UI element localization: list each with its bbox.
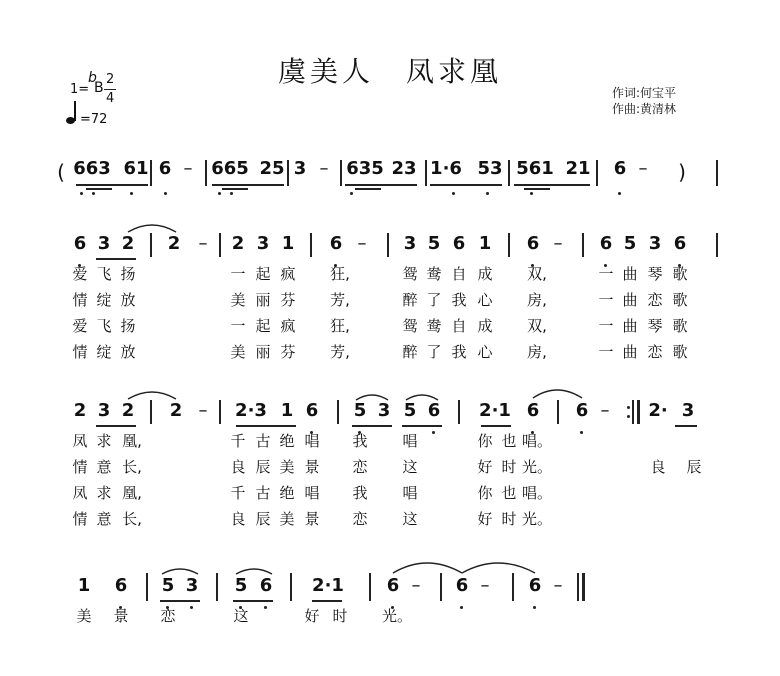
lyric: 好 xyxy=(477,458,493,476)
slur xyxy=(406,395,438,400)
lyric: 良 xyxy=(230,458,246,476)
lyric: 美 xyxy=(76,607,92,625)
lyric: 自 xyxy=(451,317,467,335)
note: 2 xyxy=(169,400,183,421)
lyric: 情 xyxy=(72,510,88,528)
lyric: 辰 xyxy=(686,458,702,476)
lyric: 了 xyxy=(426,291,442,309)
dash: – xyxy=(357,233,367,254)
note: 3 xyxy=(648,233,662,254)
note: 6 xyxy=(526,233,540,254)
lyric: 唱。 xyxy=(521,484,553,502)
lyric: 景 xyxy=(304,510,320,528)
note: 2 xyxy=(73,400,87,421)
lyric: 歌 xyxy=(672,265,688,283)
lyric: 这 xyxy=(233,607,249,625)
lyric: 也 xyxy=(501,484,517,502)
lyric: 扬 xyxy=(120,265,136,283)
intro-dash: – xyxy=(183,158,193,179)
lyric: 双, xyxy=(527,265,547,283)
lyric: 光。 xyxy=(521,458,553,476)
note: 2 xyxy=(121,233,135,254)
key-note: B xyxy=(94,80,104,96)
lyric: 千 xyxy=(230,484,246,502)
lyric: 心 xyxy=(477,343,493,361)
intro-note: 663 xyxy=(73,158,111,179)
song-title: 虞美人 凤求凰 xyxy=(277,55,502,88)
lyric: 唱 xyxy=(304,484,320,502)
lyric: 芳, xyxy=(330,291,350,309)
lyric: 我 xyxy=(352,484,368,502)
lyric: 景 xyxy=(304,458,320,476)
note: 2 xyxy=(231,233,245,254)
note: 6 xyxy=(427,400,441,421)
lyric: 爱 xyxy=(72,317,88,335)
lyric: 光。 xyxy=(521,510,553,528)
lyric: 恋 xyxy=(647,291,663,309)
slur xyxy=(356,395,388,400)
lyric: 你 xyxy=(477,432,493,450)
lyric: 歌 xyxy=(672,317,688,335)
dash: – xyxy=(480,575,490,596)
lyric: 时 xyxy=(501,458,517,476)
lyric: 成 xyxy=(477,317,493,335)
lyric: 唱 xyxy=(402,484,418,502)
lyric: 良 xyxy=(230,510,246,528)
tempo-mark: =72 xyxy=(80,112,108,127)
lyric: 醉 xyxy=(402,291,418,309)
note: 6 xyxy=(73,233,87,254)
slur xyxy=(236,569,272,574)
lyric: 飞 xyxy=(96,265,112,283)
lyric: 一 xyxy=(598,265,614,283)
dash: – xyxy=(411,575,421,596)
lyric: 古 xyxy=(255,432,271,450)
note: 6 xyxy=(452,233,466,254)
slur xyxy=(533,390,582,398)
note: 5 xyxy=(623,233,637,254)
lyric: 鸯 xyxy=(426,317,442,335)
lyric: 疯 xyxy=(280,317,296,335)
note: 3 xyxy=(256,233,270,254)
lyric: 双, xyxy=(527,317,547,335)
lyric: 飞 xyxy=(96,317,112,335)
note: 5 xyxy=(161,575,175,596)
lyric: 求 xyxy=(96,432,112,450)
note: 1 xyxy=(280,400,294,421)
lyric: 意 xyxy=(96,458,112,476)
slur xyxy=(393,563,462,573)
lyric: 良 xyxy=(650,458,666,476)
lyric: 情 xyxy=(72,343,88,361)
lyric: 一 xyxy=(598,343,614,361)
intro-note: 6 xyxy=(613,158,627,179)
lyric: 鸳 xyxy=(402,265,418,283)
note: 2·1 xyxy=(479,400,511,421)
lyric: 凤 xyxy=(72,432,88,450)
lyric: 我 xyxy=(352,432,368,450)
lyric: 时 xyxy=(501,510,517,528)
lyric: 光。 xyxy=(381,607,413,625)
note: 5 xyxy=(427,233,441,254)
lyric: 一 xyxy=(230,265,246,283)
lyric: 心 xyxy=(477,291,493,309)
lyric: 扬 xyxy=(120,317,136,335)
lyric: 曲 xyxy=(622,265,638,283)
lyric: 恋 xyxy=(352,458,368,476)
dash: – xyxy=(553,233,563,254)
intro-note: 61 xyxy=(123,158,149,179)
intro-dash: – xyxy=(319,158,329,179)
lyric: 辰 xyxy=(255,458,271,476)
note: 1 xyxy=(281,233,295,254)
lyric: 这 xyxy=(402,510,418,528)
lyric: 狂, xyxy=(330,265,350,283)
lyric: 歌 xyxy=(672,343,688,361)
note: 6 xyxy=(114,575,128,596)
key-prefix: 1= xyxy=(70,82,90,97)
lyric: 爱 xyxy=(72,265,88,283)
lyric: 成 xyxy=(477,265,493,283)
lyric: 凰, xyxy=(122,432,142,450)
lyric: 情 xyxy=(72,291,88,309)
lyric: 鸳 xyxy=(402,317,418,335)
dash: – xyxy=(600,400,610,421)
lyric: 芬 xyxy=(280,291,296,309)
paren-close: ) xyxy=(678,160,686,184)
flat-sign: b xyxy=(88,70,97,86)
lyricist-credit: 作词:何宝平 xyxy=(612,86,677,100)
lyric: 疯 xyxy=(280,265,296,283)
intro-note: 6 xyxy=(158,158,172,179)
lyric: 求 xyxy=(96,484,112,502)
lyric: 歌 xyxy=(672,291,688,309)
note: 3 xyxy=(377,400,391,421)
lyric: 千 xyxy=(230,432,246,450)
lyric: 时 xyxy=(332,607,348,625)
lyric: 绽 xyxy=(96,291,112,309)
note: 6 xyxy=(526,400,540,421)
lyric: 曲 xyxy=(622,291,638,309)
lyric: 美 xyxy=(230,343,246,361)
note: 6 xyxy=(329,233,343,254)
intro-dash: – xyxy=(638,158,648,179)
note: 2· xyxy=(648,400,668,421)
slur xyxy=(162,569,198,574)
lyric: 曲 xyxy=(622,343,638,361)
intro-note: 3 xyxy=(293,158,307,179)
lyric: 绽 xyxy=(96,343,112,361)
lyric: 曲 xyxy=(622,317,638,335)
note: 6 xyxy=(599,233,613,254)
note: 3 xyxy=(185,575,199,596)
note: 2 xyxy=(121,400,135,421)
lyric: 恋 xyxy=(352,510,368,528)
note: 5 xyxy=(353,400,367,421)
lyric: 情 xyxy=(72,458,88,476)
lyric: 丽 xyxy=(255,343,271,361)
note: 3 xyxy=(97,400,111,421)
lyric: 鸯 xyxy=(426,265,442,283)
note: 6 xyxy=(259,575,273,596)
lyric: 美 xyxy=(230,291,246,309)
lyric: 芬 xyxy=(280,343,296,361)
dash: – xyxy=(198,400,208,421)
lyric: 房, xyxy=(527,291,547,309)
lyric: 好 xyxy=(304,607,320,625)
intro-note: 53 xyxy=(477,158,503,179)
note: 5 xyxy=(403,400,417,421)
lyric: 唱 xyxy=(402,432,418,450)
lyric: 一 xyxy=(598,291,614,309)
intro-note: 635 xyxy=(346,158,384,179)
dash: – xyxy=(553,575,563,596)
lyric: 丽 xyxy=(255,291,271,309)
lyric: 恋 xyxy=(647,343,663,361)
lyric: 凰, xyxy=(122,484,142,502)
lyric: 我 xyxy=(451,291,467,309)
lyric: 房, xyxy=(527,343,547,361)
intro-note: 561 xyxy=(516,158,554,179)
intro-note: 25 xyxy=(259,158,285,179)
lyric: 美 xyxy=(279,458,295,476)
lyric: 了 xyxy=(426,343,442,361)
lyric: 一 xyxy=(230,317,246,335)
lyric: 自 xyxy=(451,265,467,283)
lyric: 这 xyxy=(402,458,418,476)
lyric: 我 xyxy=(451,343,467,361)
lyric: 也 xyxy=(501,432,517,450)
lyric: 起 xyxy=(255,317,271,335)
lyric: 唱 xyxy=(304,432,320,450)
lyric: 一 xyxy=(598,317,614,335)
note: 2·1 xyxy=(312,575,344,596)
intro-note: 1·6 xyxy=(430,158,462,179)
note: 3 xyxy=(403,233,417,254)
lyric: 琴 xyxy=(647,265,663,283)
note: 6 xyxy=(305,400,319,421)
lyric: 你 xyxy=(477,484,493,502)
lyric: 芳, xyxy=(330,343,350,361)
note: 6 xyxy=(455,575,469,596)
lyric: 绝 xyxy=(279,484,295,502)
note: 5 xyxy=(234,575,248,596)
lyric: 醉 xyxy=(402,343,418,361)
note: 6 xyxy=(528,575,542,596)
paren-open: ( xyxy=(57,160,65,184)
slur xyxy=(462,563,535,573)
note: 2 xyxy=(167,233,181,254)
lyric: 辰 xyxy=(255,510,271,528)
lyric: 狂, xyxy=(330,317,350,335)
intro-note: 665 xyxy=(211,158,249,179)
intro-note: 23 xyxy=(391,158,417,179)
note: 1 xyxy=(478,233,492,254)
slur xyxy=(128,392,176,399)
lyric: 起 xyxy=(255,265,271,283)
note: 6 xyxy=(575,400,589,421)
lyric: 美 xyxy=(279,510,295,528)
lyric: 凤 xyxy=(72,484,88,502)
lyric: 长, xyxy=(122,510,142,528)
lyric: 长, xyxy=(122,458,142,476)
note: 2·3 xyxy=(235,400,267,421)
note: 6 xyxy=(386,575,400,596)
lyric: 绝 xyxy=(279,432,295,450)
time-signature-bottom: 4 xyxy=(106,91,115,106)
lyric: 放 xyxy=(120,291,136,309)
composer-credit: 作曲:黄清林 xyxy=(612,102,677,116)
lyric: 景 xyxy=(113,607,129,625)
lyric: 意 xyxy=(96,510,112,528)
lyric: 放 xyxy=(120,343,136,361)
dash: – xyxy=(198,233,208,254)
lyric: 恋 xyxy=(160,607,176,625)
lyric: 唱。 xyxy=(521,432,553,450)
note: 3 xyxy=(97,233,111,254)
note: 1 xyxy=(77,575,91,596)
note: 6 xyxy=(673,233,687,254)
slur xyxy=(128,225,176,232)
time-signature-top: 2 xyxy=(106,72,115,87)
lyric: 古 xyxy=(255,484,271,502)
lyric: 琴 xyxy=(647,317,663,335)
note: 3 xyxy=(681,400,695,421)
lyric: 好 xyxy=(477,510,493,528)
intro-note: 21 xyxy=(565,158,591,179)
